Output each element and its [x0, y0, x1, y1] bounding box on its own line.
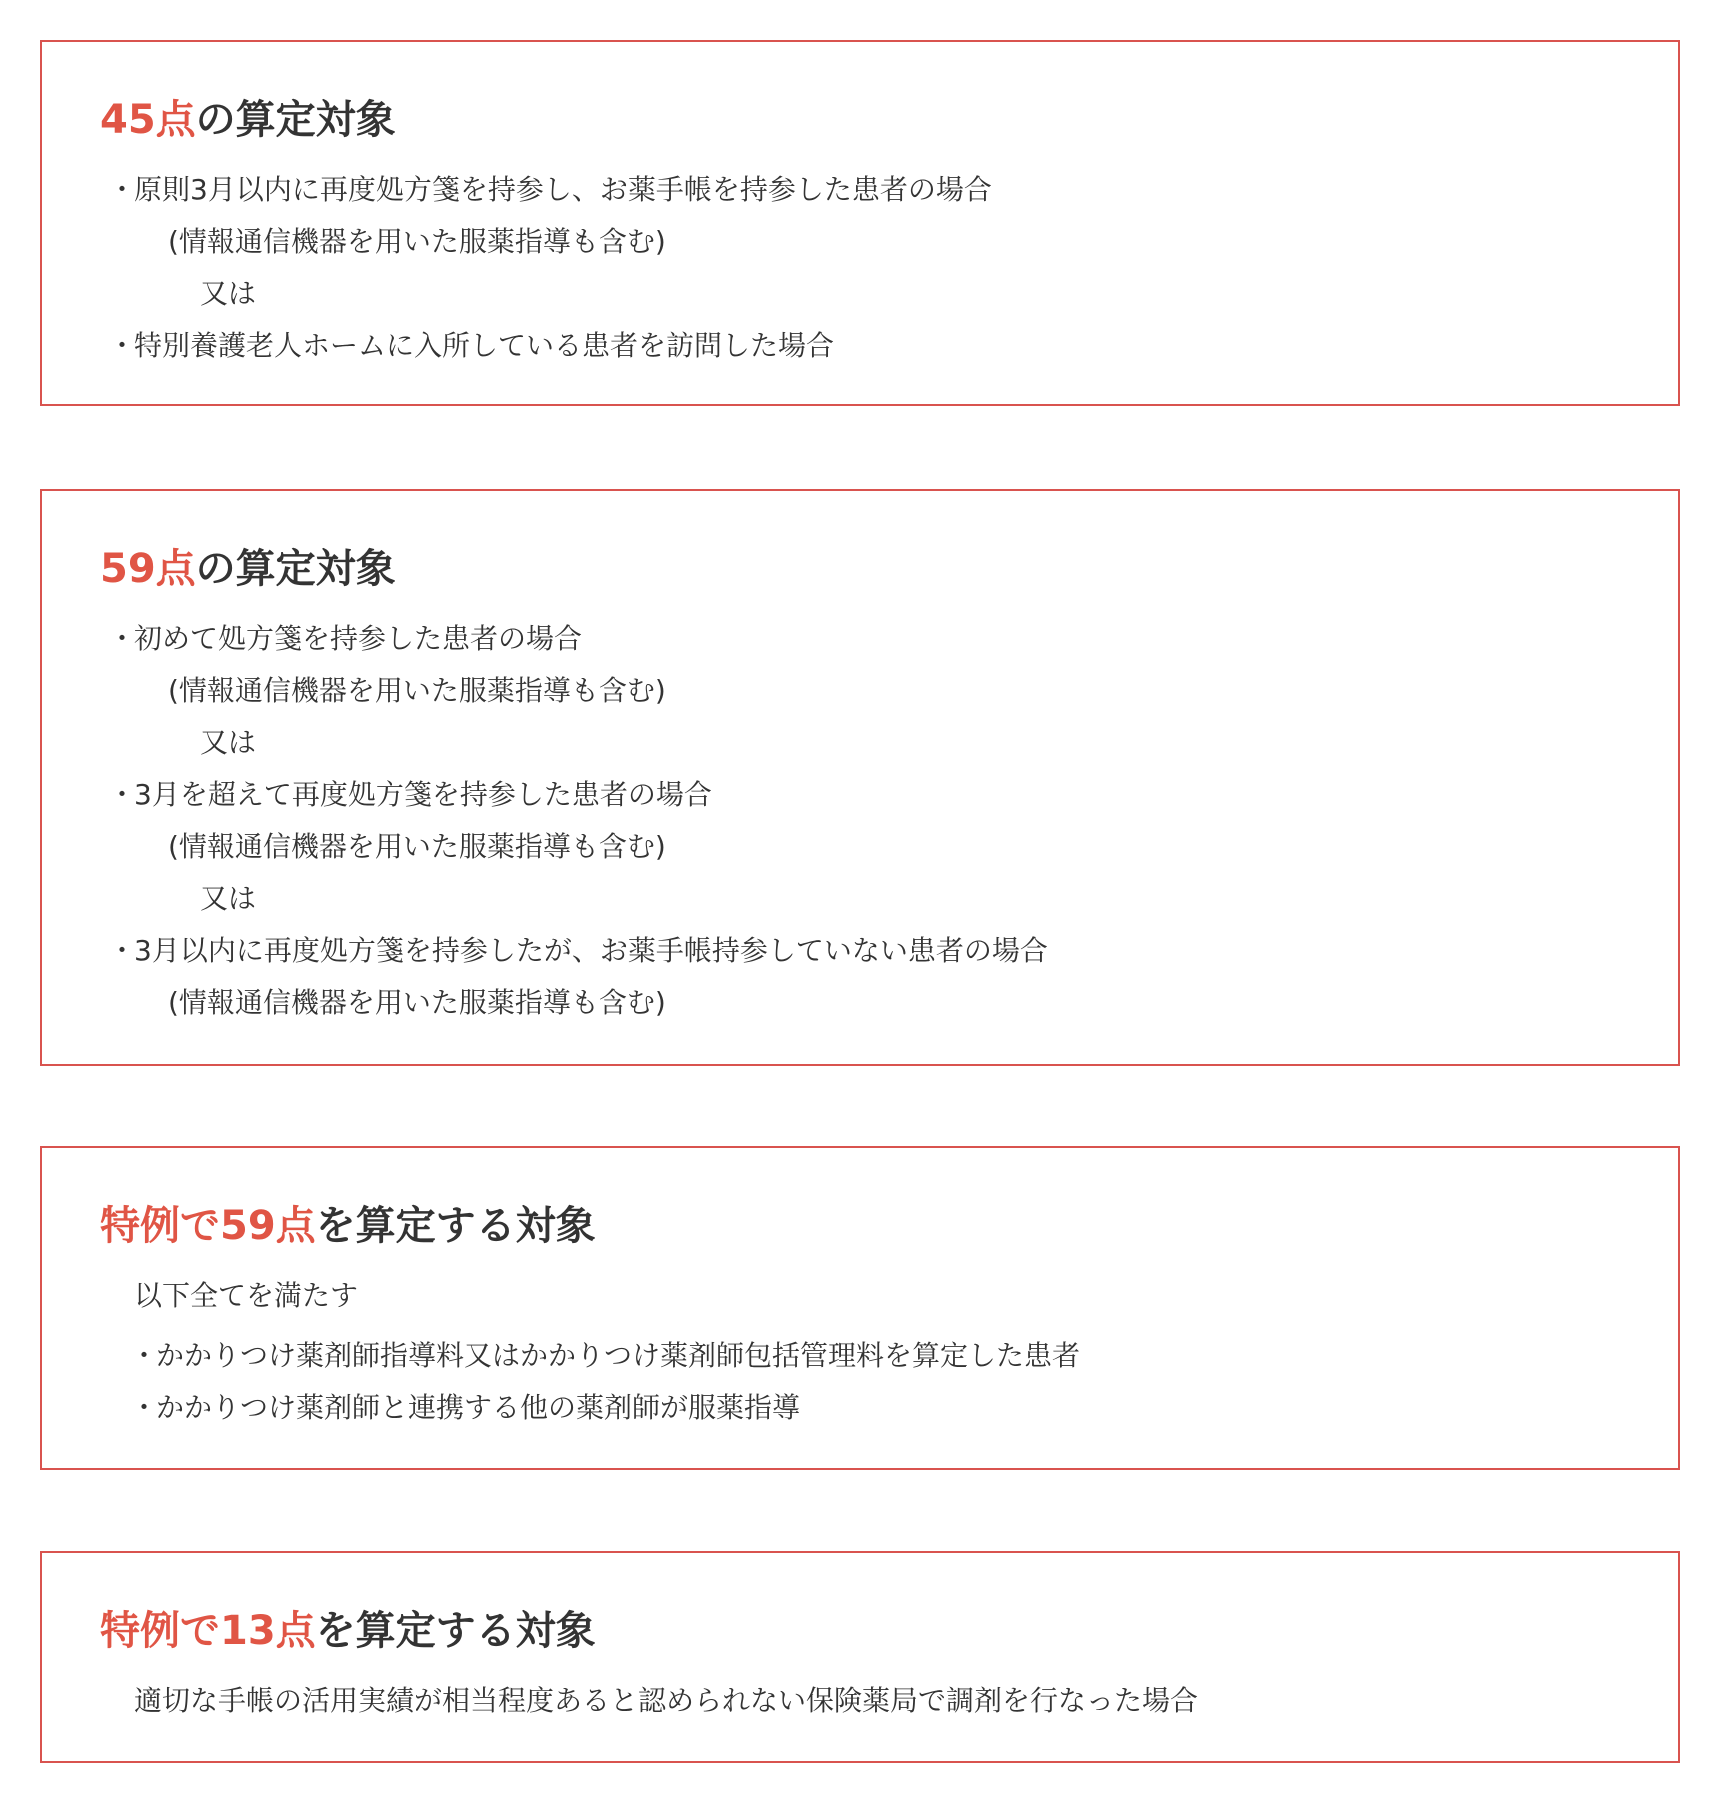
list-item [108, 931, 1048, 971]
section-title [100, 94, 396, 146]
bullet: ・ [130, 1339, 159, 1372]
section-title-accent: 特例で59点 [100, 1203, 316, 1249]
section-special-13-points [40, 1551, 1680, 1763]
section-title-accent: 特例で13点 [100, 1608, 316, 1654]
bullet: ・ [130, 1391, 159, 1424]
intro-text: 以下全てを満たす [134, 1279, 359, 1312]
section-title-rest: を算定する対象 [315, 1608, 596, 1654]
section-special-59-points [40, 1146, 1680, 1470]
note-text: (情報通信機器を用いた服薬指導も含む) [168, 674, 666, 707]
list-item-text: 特別養護老人ホームに入所している患者を訪問した場合 [134, 329, 835, 362]
list-item-text: かかりつけ薬剤師と連携する他の薬剤師が服薬指導 [156, 1391, 801, 1424]
note-text: (情報通信機器を用いた服薬指導も含む) [168, 986, 666, 1019]
bullet: ・ [108, 778, 137, 811]
note-line [168, 827, 666, 867]
list-item [108, 775, 712, 815]
intro-line [134, 1276, 358, 1316]
section-title-rest: を算定する対象 [315, 1203, 596, 1249]
list-item [108, 326, 834, 366]
note-line [168, 983, 666, 1023]
section-title-rest: の算定対象 [195, 546, 396, 592]
note-text: (情報通信機器を用いた服薬指導も含む) [168, 225, 666, 258]
bullet: ・ [108, 934, 137, 967]
section-title [100, 1200, 596, 1252]
note-text: (情報通信機器を用いた服薬指導も含む) [168, 830, 666, 863]
section-title [100, 1605, 596, 1657]
conjunction-line [200, 723, 256, 763]
section-title-accent: 59点 [100, 546, 196, 592]
section-title-rest: の算定対象 [195, 97, 396, 143]
list-item-text: 3月を超えて再度処方箋を持参した患者の場合 [134, 778, 712, 811]
note-line [168, 222, 666, 262]
section-45-points [40, 40, 1680, 406]
bullet: ・ [108, 329, 137, 362]
list-item [108, 170, 992, 210]
list-item [130, 1336, 1080, 1376]
bullet: ・ [108, 622, 137, 655]
description-line [134, 1681, 1198, 1721]
conjunction-text: 又は [200, 726, 257, 759]
description-text: 適切な手帳の活用実績が相当程度あると認められない保険薬局で調剤を行なった場合 [134, 1684, 1199, 1717]
conjunction-line [200, 274, 256, 314]
bullet: ・ [108, 173, 137, 206]
section-title [100, 543, 396, 595]
list-item [130, 1388, 800, 1428]
conjunction-text: 又は [200, 277, 257, 310]
note-line [168, 671, 666, 711]
list-item [108, 619, 582, 659]
list-item-text: 原則3月以内に再度処方箋を持参し、お薬手帳を持参した患者の場合 [134, 173, 992, 206]
conjunction-line [200, 879, 256, 919]
list-item-text: 3月以内に再度処方箋を持参したが、お薬手帳持参していない患者の場合 [134, 934, 1048, 967]
section-title-accent: 45点 [100, 97, 196, 143]
section-59-points [40, 489, 1680, 1066]
conjunction-text: 又は [200, 882, 257, 915]
list-item-text: 初めて処方箋を持参した患者の場合 [134, 622, 583, 655]
list-item-text: かかりつけ薬剤師指導料又はかかりつけ薬剤師包括管理料を算定した患者 [156, 1339, 1081, 1372]
